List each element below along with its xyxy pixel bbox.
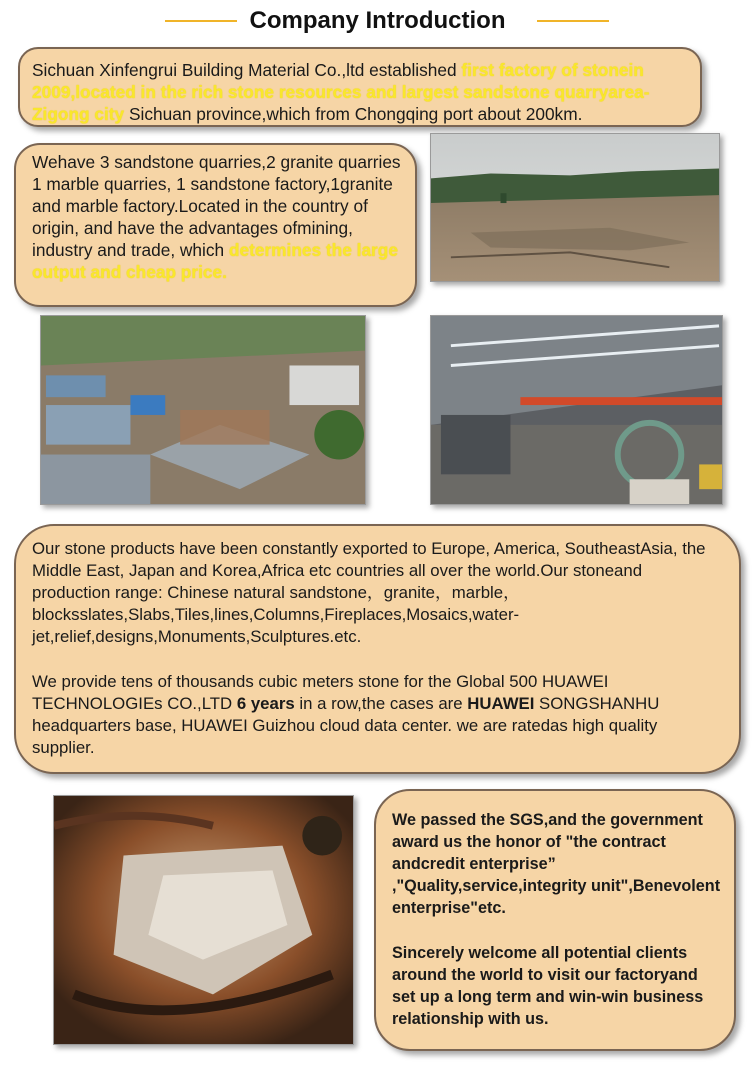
factory-workshop-photo: [430, 315, 723, 505]
intro-box: [18, 47, 702, 127]
huawei-text-b: in a row,the cases are: [294, 694, 468, 713]
huawei-years: 6 years: [236, 694, 295, 713]
title-divider-right: [537, 20, 609, 22]
honors-paragraph: We passed the SGS,and the government award us the honor of "the contract andcredit enterprise” ,"Quality,service,integrity unit",Benevolent enterprise"etc.: [392, 811, 721, 917]
intro-lead: Sichuan Xinfengrui Building Material Co.,ltd established: [32, 60, 462, 80]
huawei-name: HUAWEI: [467, 694, 535, 713]
intro-tail: Sichuan province,which from Chongqing port about 200km.: [124, 104, 583, 124]
welcome-paragraph: Sincerely welcome all potential clients around the world to visit our factoryand set up a long term and win-win business relationship with us.: [392, 944, 704, 1028]
exports-box: [14, 524, 741, 774]
title-row: [0, 0, 755, 42]
page-title: Company Introduction: [249, 7, 506, 34]
open-pit-quarry-aerial-photo: [53, 795, 354, 1045]
huawei-paragraph: [32, 671, 723, 759]
honors-box: [374, 789, 736, 1051]
stone-yard-aerial-photo: [40, 315, 366, 505]
intro-highlight: first factory of stonein 2009,located in the rich stone resources and largest sandstone quarryarea-Zigong city: [32, 60, 650, 124]
huawei-text-c: SONGSHANHU headquarters base, HUAWEI Guizhou cloud data center. we are ratedas high quality supplier.: [32, 694, 660, 757]
intro-text: [32, 59, 688, 125]
huawei-text-a: We provide tens of thousands cubic meters stone for the Global 500 HUAWEI TECHNOLOGIEs CO.,LTD: [32, 672, 609, 713]
quarries-body: Wehave 3 sandstone quarries,2 granite quarries 1 marble quarries, 1 sandstone factory,1granite and marble factory.Located in the country of origin, and have the advantages ofmining, industry and trade, which: [32, 152, 401, 260]
quarries-box: [14, 143, 417, 307]
quarries-text: [32, 151, 403, 283]
quarries-highlight: determines the large output and cheap price.: [32, 240, 398, 282]
exports-paragraph: Our stone products have been constantly exported to Europe, America, SoutheastAsia, the Middle East, Japan and Korea,Africa etc countries all over the world.Our stoneand production range: Chinese natural sandstone，granite，marble，blocksslates,Slabs,Tiles,lines,Columns,Fireplaces,Mosaics,water-jet,relief,designs,Monuments,Sculptures.etc.: [32, 539, 706, 646]
quarry-landscape-photo: [430, 133, 720, 282]
